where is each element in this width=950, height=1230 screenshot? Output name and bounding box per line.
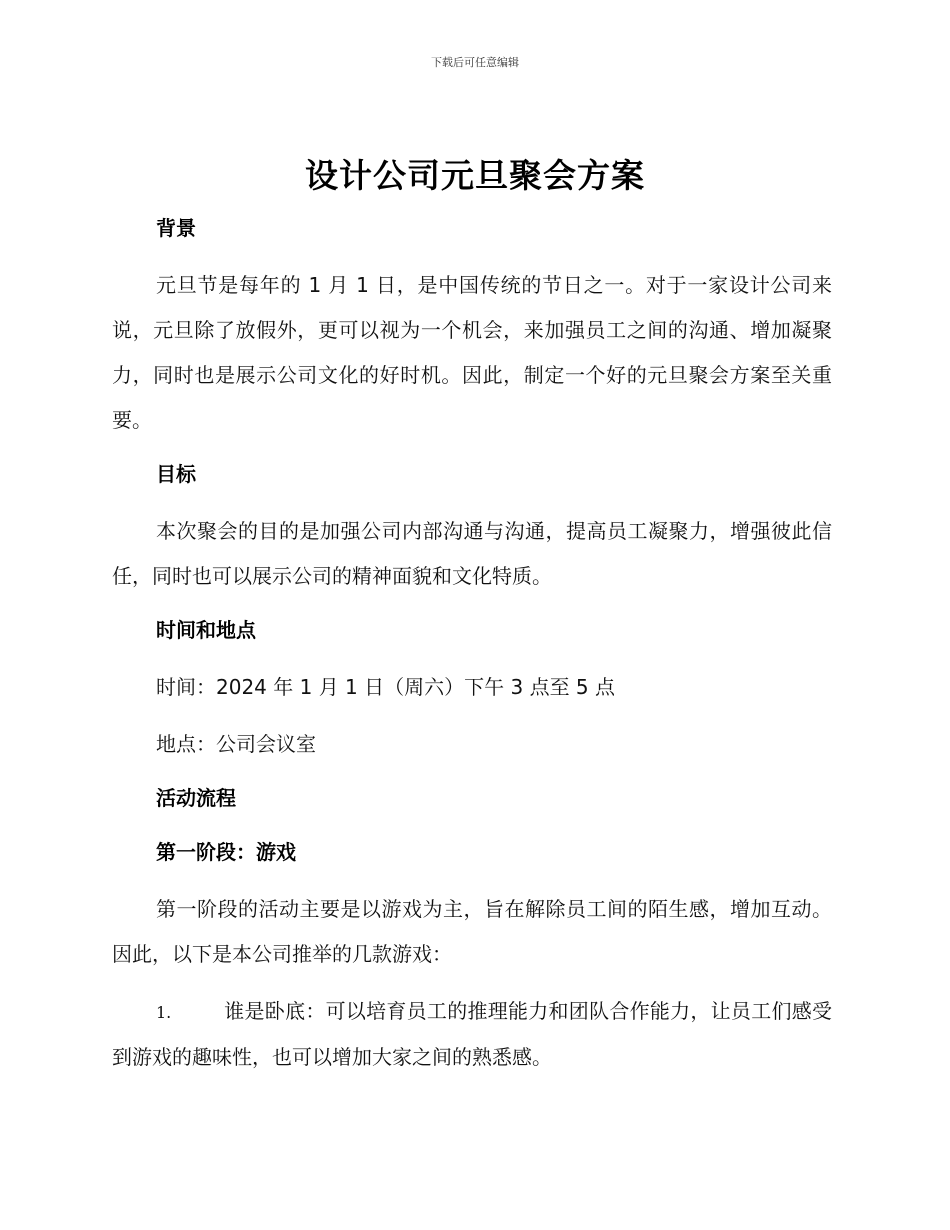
list-item xyxy=(112,989,832,1080)
subsection-heading-stage1: 第一阶段：游戏 xyxy=(156,840,296,864)
section-heading-background: 背景 xyxy=(156,216,196,240)
paragraph-goal: 本次聚会的目的是加强公司内部沟通与沟通，提高员工凝聚力，增强彼此信任，同时也可以展示公司的精神面貌和文化特质。 xyxy=(112,519,832,588)
place-line: 地点：公司会议室 xyxy=(156,732,316,756)
paragraph-background: 元旦节是每年的 1 月 1 日，是中国传统的节日之一。对于一家设计公司来说，元旦除了放假外，更可以视为一个机会，来加强员工之间的沟通、增加凝聚力，同时也是展示公司文化的好时机。因此，制定一个好的元旦聚会方案至关重要。 xyxy=(112,273,832,432)
page-header-note: 下载后可任意编辑 xyxy=(431,56,519,69)
list-item-text: 谁是卧底：可以培育员工的推理能力和团队合作能力，让员工们感受到游戏的趣味性，也可以增加大家之间的熟悉感。 xyxy=(112,999,832,1069)
paragraph-stage1: 第一阶段的活动主要是以游戏为主，旨在解除员工间的陌生感，增加互动。因此，以下是本公司推举的几款游戏： xyxy=(112,897,832,966)
document-body xyxy=(112,197,832,1080)
section-heading-goal: 目标 xyxy=(156,462,196,486)
time-line: 时间：2024 年 1 月 1 日（周六）下午 3 点至 5 点 xyxy=(156,675,616,699)
document-title: 设计公司元旦聚会方案 xyxy=(305,156,645,195)
list-item-number: 1. xyxy=(156,1003,172,1022)
section-heading-time-place: 时间和地点 xyxy=(156,618,256,642)
section-heading-flow: 活动流程 xyxy=(156,786,236,810)
